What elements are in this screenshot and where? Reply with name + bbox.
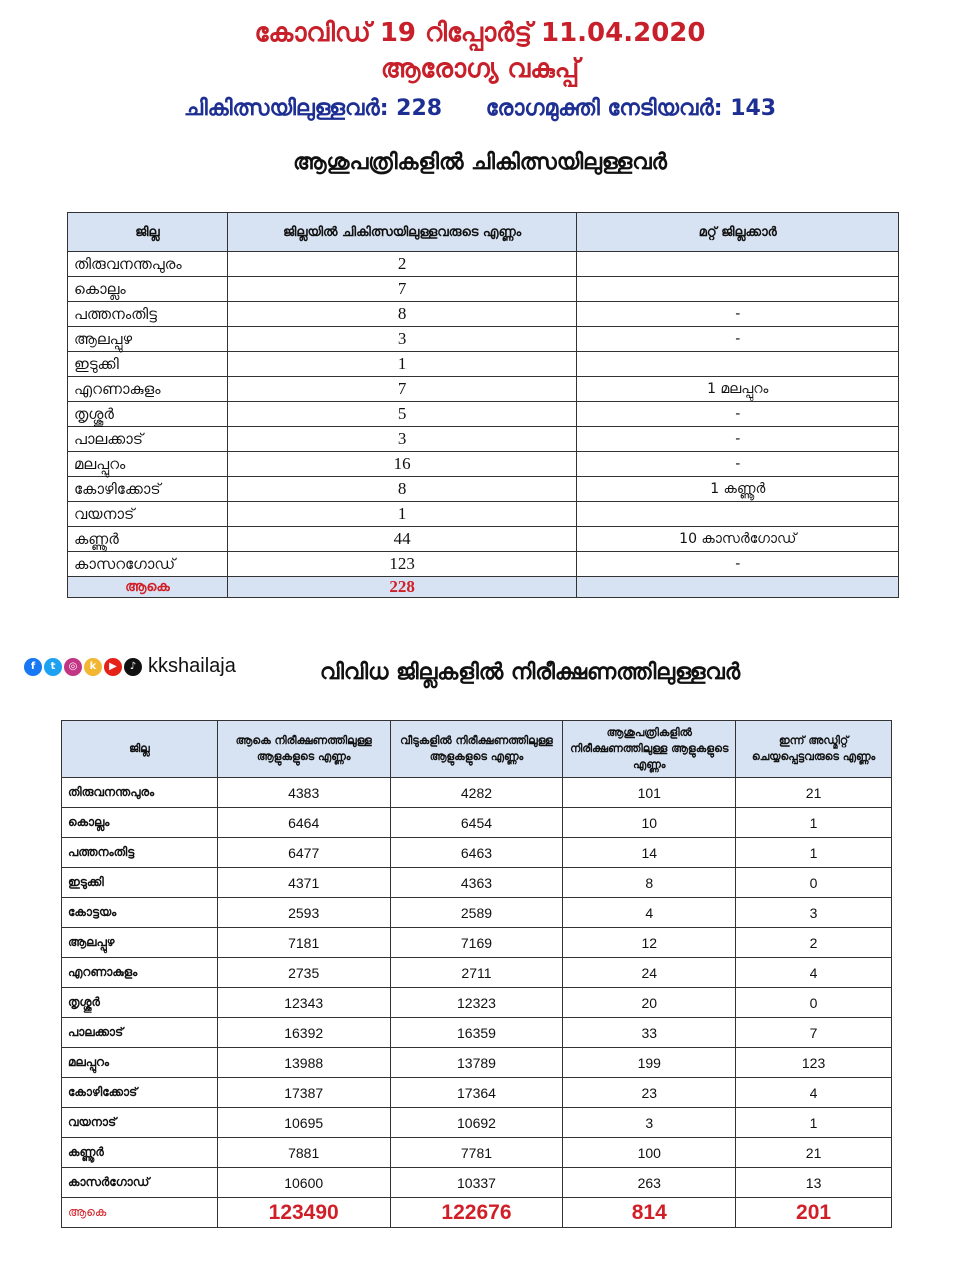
district-name: തൃശ്ശൂർ	[68, 402, 228, 427]
district-name: ആലപ്പുഴ	[62, 928, 218, 958]
table-row	[62, 1138, 892, 1168]
hospital-observation: 8	[563, 868, 736, 898]
district-name: ആലപ്പുഴ	[68, 327, 228, 352]
admitted-today: 2	[736, 928, 892, 958]
table-row	[68, 302, 899, 327]
admitted-today: 7	[736, 1018, 892, 1048]
column-header-total-observation: ആകെ നിരീക്ഷണത്തിലുള്ള ആളുകളുടെ എണ്ണം	[217, 721, 390, 778]
home-observation: 10337	[390, 1168, 563, 1198]
social-media-bar	[24, 655, 236, 678]
home-observation: 13789	[390, 1048, 563, 1078]
report-title: കോവിഡ് 19 റിപ്പോർട്ട് 11.04.2020	[254, 18, 706, 48]
admitted-today: 21	[736, 778, 892, 808]
total-other	[577, 577, 899, 598]
table-row	[68, 277, 899, 302]
twitter-icon[interactable]: t	[44, 658, 62, 676]
table-row	[68, 502, 899, 527]
total-observation: 7881	[217, 1138, 390, 1168]
home-observation: 7781	[390, 1138, 563, 1168]
department-name: ആരോഗ്യ വകുപ്പ്	[380, 54, 580, 84]
total-count: 228	[227, 577, 577, 598]
table-row	[62, 1048, 892, 1078]
admitted-today: 4	[736, 1078, 892, 1108]
total-home-observation: 122676	[390, 1198, 563, 1228]
table-row	[62, 1018, 892, 1048]
treatment-count: 3	[227, 327, 577, 352]
total-observation: 2735	[217, 958, 390, 988]
district-name: എറണാകുളം	[68, 377, 228, 402]
social-handle: kkshailaja	[148, 655, 236, 677]
other-district-patients: 1 മലപ്പുറം	[577, 377, 899, 402]
treatment-count: 3	[227, 427, 577, 452]
home-observation: 10692	[390, 1108, 563, 1138]
instagram-icon[interactable]: ◎	[64, 658, 82, 676]
district-name: തിരുവനന്തപുരം	[68, 252, 228, 277]
district-name: കൊല്ലം	[68, 277, 228, 302]
column-header-count: ജില്ലയിൽ ചികിത്സയിലുള്ളവരുടെ എണ്ണം	[227, 213, 577, 252]
hospital-observation: 3	[563, 1108, 736, 1138]
table-row	[62, 928, 892, 958]
admitted-today: 4	[736, 958, 892, 988]
admitted-today: 13	[736, 1168, 892, 1198]
under-treatment-count: ചികിത്സയിലുള്ളവർ: 228	[183, 96, 443, 121]
total-observation: 2593	[217, 898, 390, 928]
table-row	[68, 527, 899, 552]
treatment-count: 8	[227, 302, 577, 327]
total-observation: 13988	[217, 1048, 390, 1078]
table-row	[62, 958, 892, 988]
admitted-today: 21	[736, 1138, 892, 1168]
home-observation: 7169	[390, 928, 563, 958]
table-row	[62, 1168, 892, 1198]
treatment-count: 1	[227, 352, 577, 377]
table-row	[62, 898, 892, 928]
admitted-today: 1	[736, 808, 892, 838]
admitted-today: 0	[736, 868, 892, 898]
district-name: തൃശ്ശൂർ	[62, 988, 218, 1018]
admitted-today: 1	[736, 1108, 892, 1138]
district-name: എറണാകുളം	[62, 958, 218, 988]
treatment-count: 7	[227, 277, 577, 302]
other-district-patients: -	[577, 452, 899, 477]
hospital-observation: 24	[563, 958, 736, 988]
table-row	[68, 377, 899, 402]
district-name: ഇടുക്കി	[68, 352, 228, 377]
table-row	[68, 402, 899, 427]
hospital-observation: 263	[563, 1168, 736, 1198]
total-observation: 17387	[217, 1078, 390, 1108]
tiktok-icon[interactable]: ♪	[124, 658, 142, 676]
district-name: പാലക്കാട്	[62, 1018, 218, 1048]
total-label: ആകെ	[62, 1198, 218, 1228]
total-observation: 6477	[217, 838, 390, 868]
district-name: മലപ്പുറം	[68, 452, 228, 477]
treatment-count: 123	[227, 552, 577, 577]
district-name: വയനാട്	[62, 1108, 218, 1138]
hospital-observation: 199	[563, 1048, 736, 1078]
other-district-patients	[577, 277, 899, 302]
district-name: പത്തനംതിട്ട	[68, 302, 228, 327]
hospital-observation: 4	[563, 898, 736, 928]
home-observation: 16359	[390, 1018, 563, 1048]
summary-line	[0, 96, 960, 121]
total-hospital-observation: 814	[563, 1198, 736, 1228]
table-header-row	[68, 213, 899, 252]
district-name: കോഴിക്കോട്	[68, 477, 228, 502]
total-row	[68, 577, 899, 598]
facebook-icon[interactable]: f	[24, 658, 42, 676]
other-district-patients	[577, 252, 899, 277]
hospital-observation: 10	[563, 808, 736, 838]
treatment-count: 16	[227, 452, 577, 477]
home-observation: 4363	[390, 868, 563, 898]
other-district-patients: -	[577, 402, 899, 427]
table-row	[68, 427, 899, 452]
table-row	[62, 808, 892, 838]
district-name: കൊല്ലം	[62, 808, 218, 838]
treatment-count: 8	[227, 477, 577, 502]
admitted-today: 123	[736, 1048, 892, 1078]
table-row	[68, 327, 899, 352]
recovered-count: രോഗമുക്തി നേടിയവർ: 143	[485, 96, 777, 121]
total-observation: 10695	[217, 1108, 390, 1138]
youtube-icon[interactable]: ▶	[104, 658, 122, 676]
total-observation: 16392	[217, 1018, 390, 1048]
hospital-table-title: ആശുപത്രികളിൽ ചികിത്സയിലുള്ളവർ	[293, 150, 667, 175]
hospital-observation: 23	[563, 1078, 736, 1108]
other-district-patients: -	[577, 302, 899, 327]
admitted-today: 1	[736, 838, 892, 868]
treatment-count: 1	[227, 502, 577, 527]
home-observation: 17364	[390, 1078, 563, 1108]
other-district-patients: 1 കണ്ണൂർ	[577, 477, 899, 502]
table-row	[62, 778, 892, 808]
hospital-treatment-table	[67, 212, 899, 598]
home-observation: 6454	[390, 808, 563, 838]
table-row	[62, 1078, 892, 1108]
hospital-observation: 14	[563, 838, 736, 868]
district-name: കോഴിക്കോട്	[62, 1078, 218, 1108]
other-district-patients	[577, 502, 899, 527]
table-row	[68, 477, 899, 502]
home-observation: 4282	[390, 778, 563, 808]
table-row	[68, 352, 899, 377]
district-name: പാലക്കാട്	[68, 427, 228, 452]
column-header-home-observation: വീടുകളിൽ നിരീക്ഷണത്തിലുള്ള ആളുകളുടെ എണ്ണം	[390, 721, 563, 778]
admitted-today: 3	[736, 898, 892, 928]
total-total-observation: 123490	[217, 1198, 390, 1228]
other-district-patients: -	[577, 427, 899, 452]
total-observation: 6464	[217, 808, 390, 838]
home-observation: 12323	[390, 988, 563, 1018]
district-name: മലപ്പുറം	[62, 1048, 218, 1078]
total-observation: 12343	[217, 988, 390, 1018]
district-name: തിരുവനന്തപുരം	[62, 778, 218, 808]
district-name: കാസറഗോഡ്	[68, 552, 228, 577]
table-row	[68, 552, 899, 577]
table-row	[68, 452, 899, 477]
table-row	[68, 252, 899, 277]
home-observation: 2589	[390, 898, 563, 928]
column-header-admitted-today: ഇന്ന് അഡ്മിറ്റ് ചെയ്യപ്പെട്ടവരുടെ എണ്ണം	[736, 721, 892, 778]
koo-icon[interactable]: k	[84, 658, 102, 676]
hospital-observation: 20	[563, 988, 736, 1018]
district-name: വയനാട്	[68, 502, 228, 527]
other-district-patients	[577, 352, 899, 377]
table-row	[62, 838, 892, 868]
district-name: കണ്ണൂർ	[62, 1138, 218, 1168]
hospital-observation: 12	[563, 928, 736, 958]
total-observation: 7181	[217, 928, 390, 958]
treatment-count: 2	[227, 252, 577, 277]
table-row	[62, 1108, 892, 1138]
observation-table-title: വിവിധ ജില്ലകളിൽ നിരീക്ഷണത്തിലുള്ളവർ	[319, 660, 741, 685]
total-observation: 10600	[217, 1168, 390, 1198]
total-admitted-today: 201	[736, 1198, 892, 1228]
total-observation: 4371	[217, 868, 390, 898]
home-observation: 2711	[390, 958, 563, 988]
hospital-observation: 101	[563, 778, 736, 808]
table-row	[62, 868, 892, 898]
district-name: കണ്ണൂർ	[68, 527, 228, 552]
treatment-count: 5	[227, 402, 577, 427]
column-header-district: ജില്ല	[62, 721, 218, 778]
other-district-patients: -	[577, 327, 899, 352]
hospital-observation: 33	[563, 1018, 736, 1048]
column-header-hospital-observation: ആശുപത്രികളിൽ നിരീക്ഷണത്തിലുള്ള ആളുകളുടെ എണ്ണം	[563, 721, 736, 778]
hospital-observation: 100	[563, 1138, 736, 1168]
district-name: കോട്ടയം	[62, 898, 218, 928]
total-observation: 4383	[217, 778, 390, 808]
column-header-other-districts: മറ്റ് ജില്ലക്കാർ	[577, 213, 899, 252]
district-name: ഇടുക്കി	[62, 868, 218, 898]
treatment-count: 44	[227, 527, 577, 552]
home-observation: 6463	[390, 838, 563, 868]
table-row	[62, 988, 892, 1018]
other-district-patients: 10 കാസർഗോഡ്	[577, 527, 899, 552]
observation-table	[61, 720, 892, 1228]
treatment-count: 7	[227, 377, 577, 402]
total-label: ആകെ	[68, 577, 228, 598]
total-row	[62, 1198, 892, 1228]
district-name: പത്തനംതിട്ട	[62, 838, 218, 868]
other-district-patients: -	[577, 552, 899, 577]
column-header-district: ജില്ല	[68, 213, 228, 252]
table-header-row	[62, 721, 892, 778]
admitted-today: 0	[736, 988, 892, 1018]
district-name: കാസർഗോഡ്	[62, 1168, 218, 1198]
